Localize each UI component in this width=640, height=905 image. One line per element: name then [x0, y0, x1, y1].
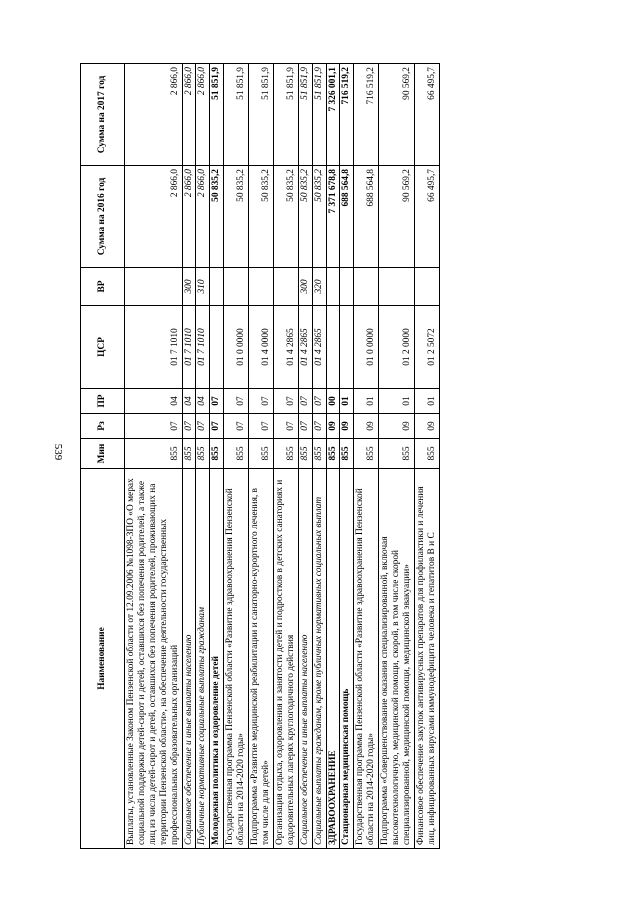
cell-sum-2016: 2 866,0 — [182, 166, 196, 268]
cell-rz: 09 — [379, 414, 415, 439]
cell-name: Молодежная политика и оздоровление детей — [210, 469, 224, 849]
cell-vr: 310 — [196, 268, 210, 306]
cell-vr — [210, 268, 224, 306]
page-number: 539 — [52, 443, 64, 461]
cell-sum-2017: 51 851,9 — [312, 64, 326, 166]
cell-vr — [326, 268, 340, 306]
table-row — [196, 64, 210, 849]
cell-name: Государственная программа Пензенской области «Развитие здравоохранения Пензенской области на 2014-2020 годы» — [224, 469, 249, 849]
cell-pr: 07 — [210, 389, 224, 414]
cell-rz: 07 — [125, 414, 183, 439]
cell-vr — [414, 268, 439, 306]
budget-table — [80, 63, 440, 849]
cell-pr: 07 — [224, 389, 249, 414]
cell-name: Социальные выплаты гражданам, кроме публичных нормативных социальных выплат — [312, 469, 326, 849]
cell-sum-2016: 50 835,2 — [312, 166, 326, 268]
cell-csr: 01 7 1010 — [182, 306, 196, 389]
cell-vr: 300 — [298, 268, 312, 306]
cell-rz: 09 — [414, 414, 439, 439]
cell-sum-2016: 50 835,2 — [224, 166, 249, 268]
cell-sum-2016: 50 835,2 — [249, 166, 274, 268]
cell-min: 855 — [312, 439, 326, 469]
cell-name: Социальное обеспечение и иные выплаты населению — [182, 469, 196, 849]
cell-pr: 07 — [298, 389, 312, 414]
cell-rz: 07 — [210, 414, 224, 439]
cell-csr — [340, 306, 354, 389]
cell-min: 855 — [224, 439, 249, 469]
cell-sum-2016: 50 835,2 — [273, 166, 298, 268]
cell-csr: 01 0 0000 — [354, 306, 379, 389]
cell-sum-2017: 51 851,9 — [224, 64, 249, 166]
cell-vr — [224, 268, 249, 306]
cell-rz: 09 — [340, 414, 354, 439]
cell-vr: 300 — [182, 268, 196, 306]
cell-rz: 09 — [326, 414, 340, 439]
cell-pr: 01 — [340, 389, 354, 414]
cell-min: 855 — [182, 439, 196, 469]
col-header-csr: ЦСР — [81, 306, 125, 389]
cell-sum-2017: 66 495,7 — [414, 64, 439, 166]
cell-min: 855 — [249, 439, 274, 469]
cell-pr: 01 — [379, 389, 415, 414]
cell-sum-2017: 51 851,9 — [210, 64, 224, 166]
table-row — [273, 64, 298, 849]
cell-name: Социальное обеспечение и иные выплаты населению — [298, 469, 312, 849]
table-row — [354, 64, 379, 849]
cell-min: 855 — [354, 439, 379, 469]
header-row — [81, 64, 125, 849]
cell-min: 855 — [326, 439, 340, 469]
cell-sum-2016: 688 564,8 — [354, 166, 379, 268]
cell-name: Стационарная медицинская помощь — [340, 469, 354, 849]
cell-pr: 01 — [354, 389, 379, 414]
cell-vr — [273, 268, 298, 306]
cell-min: 855 — [414, 439, 439, 469]
cell-csr: 01 0 0000 — [224, 306, 249, 389]
cell-name: Подпрограмма «Развитие медицинской реабилитации и санаторно-курортного лечения, в том числе для детей» — [249, 469, 274, 849]
col-header-sum-2016: Сумма на 2016 год — [81, 166, 125, 268]
cell-min: 855 — [340, 439, 354, 469]
cell-sum-2017: 2 866,0 — [196, 64, 210, 166]
cell-sum-2017: 7 326 001,1 — [326, 64, 340, 166]
cell-name: Организация отдыха, оздоровления и занятости детей и подростков в детских санаториях и оздоровительных лагерях круглогодичного действия — [273, 469, 298, 849]
table-row — [298, 64, 312, 849]
cell-vr — [125, 268, 183, 306]
table-row — [379, 64, 415, 849]
cell-rz: 09 — [354, 414, 379, 439]
cell-sum-2016: 90 569,2 — [379, 166, 415, 268]
cell-min: 855 — [379, 439, 415, 469]
cell-name: ЗДРАВООХРАНЕНИЕ — [326, 469, 340, 849]
cell-rz: 07 — [196, 414, 210, 439]
cell-csr: 01 2 5072 — [414, 306, 439, 389]
cell-vr — [340, 268, 354, 306]
cell-min: 855 — [210, 439, 224, 469]
table-row — [182, 64, 196, 849]
col-header-sum-2017: Сумма на 2017 год — [81, 64, 125, 166]
cell-pr: 07 — [273, 389, 298, 414]
cell-sum-2016: 2 866,0 — [125, 166, 183, 268]
cell-pr: 04 — [182, 389, 196, 414]
cell-vr — [249, 268, 274, 306]
cell-vr: 320 — [312, 268, 326, 306]
cell-sum-2016: 50 835,2 — [210, 166, 224, 268]
table-row — [312, 64, 326, 849]
cell-name: Государственная программа Пензенской области «Развитие здравоохранения Пензенской области на 2014-2020 годы» — [354, 469, 379, 849]
cell-pr: 00 — [326, 389, 340, 414]
cell-min: 855 — [273, 439, 298, 469]
cell-pr: 01 — [414, 389, 439, 414]
cell-rz: 07 — [298, 414, 312, 439]
table-row — [125, 64, 183, 849]
cell-sum-2017: 51 851,9 — [298, 64, 312, 166]
cell-csr — [210, 306, 224, 389]
col-header-name: Наименование — [81, 469, 125, 849]
cell-name: Финансовое обеспечение закупок антивирусных препаратов для профилактики и лечения лиц, инфицированных вирусами иммунодефицита человека и гепатитов В и С — [414, 469, 439, 849]
col-header-pr: ПР — [81, 389, 125, 414]
cell-name: Публичные нормативные социальные выплаты гражданам — [196, 469, 210, 849]
cell-csr: 01 7 1010 — [125, 306, 183, 389]
cell-min: 855 — [125, 439, 183, 469]
col-header-min: Мин — [81, 439, 125, 469]
cell-sum-2016: 66 495,7 — [414, 166, 439, 268]
cell-rz: 07 — [273, 414, 298, 439]
cell-sum-2017: 90 569,2 — [379, 64, 415, 166]
cell-csr: 01 4 0000 — [249, 306, 274, 389]
cell-sum-2017: 2 866,0 — [125, 64, 183, 166]
table-row — [224, 64, 249, 849]
cell-vr — [379, 268, 415, 306]
cell-sum-2017: 51 851,9 — [273, 64, 298, 166]
cell-sum-2017: 2 866,0 — [182, 64, 196, 166]
cell-min: 855 — [196, 439, 210, 469]
table-row — [414, 64, 439, 849]
cell-rz: 07 — [224, 414, 249, 439]
cell-csr: 01 4 2865 — [312, 306, 326, 389]
table-row — [326, 64, 340, 849]
cell-csr: 01 2 0000 — [379, 306, 415, 389]
cell-vr — [354, 268, 379, 306]
cell-pr: 07 — [312, 389, 326, 414]
cell-pr: 07 — [249, 389, 274, 414]
cell-csr: 01 4 2865 — [298, 306, 312, 389]
cell-sum-2016: 7 371 678,8 — [326, 166, 340, 268]
cell-csr: 01 7 1010 — [196, 306, 210, 389]
cell-csr — [326, 306, 340, 389]
cell-rz: 07 — [249, 414, 274, 439]
rotated-page-content — [80, 64, 605, 849]
cell-csr: 01 4 2865 — [273, 306, 298, 389]
cell-name: Выплаты, установленные Законом Пензенской области от 12.09.2006 №1098-ЗПО «О мерах социальной поддержки детей-сирот и детей, оставшихся без попечения родителей, а также лиц из числа детей-сирот и детей, оставшихся без попечения родителей, проживающих на территории Пензенской области», на обеспечение деятельности государственных профессиональных образовательных организаций — [125, 469, 183, 849]
cell-min: 855 — [298, 439, 312, 469]
cell-pr: 04 — [196, 389, 210, 414]
table-row — [340, 64, 354, 849]
cell-sum-2017: 51 851,9 — [249, 64, 274, 166]
cell-sum-2016: 50 835,2 — [298, 166, 312, 268]
cell-name: Подпрограмма «Совершенствование оказания специализированной, включая высокотехнологичную, медицинской помощи, скорой, в том числе скорой специализированной, медицинской помощи, медицинской эвакуации» — [379, 469, 415, 849]
cell-pr: 04 — [125, 389, 183, 414]
cell-sum-2016: 688 564,8 — [340, 166, 354, 268]
cell-sum-2016: 2 866,0 — [196, 166, 210, 268]
table-row — [249, 64, 274, 849]
cell-sum-2017: 716 519,2 — [354, 64, 379, 166]
cell-rz: 07 — [312, 414, 326, 439]
table-body — [125, 64, 440, 849]
col-header-rz: Рз — [81, 414, 125, 439]
cell-sum-2017: 716 519,2 — [340, 64, 354, 166]
table-row — [210, 64, 224, 849]
cell-rz: 07 — [182, 414, 196, 439]
col-header-vr: ВР — [81, 268, 125, 306]
